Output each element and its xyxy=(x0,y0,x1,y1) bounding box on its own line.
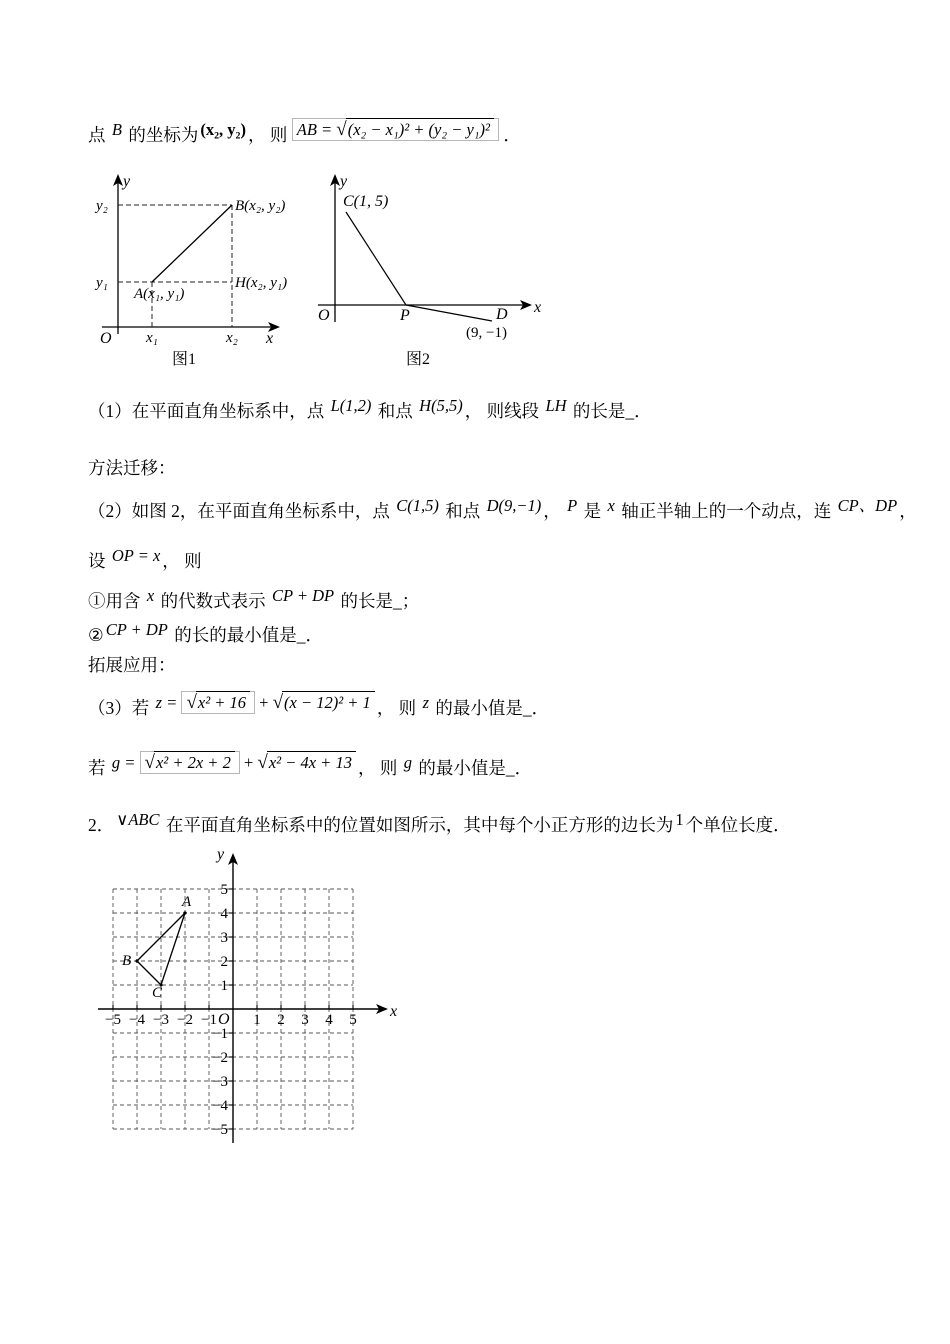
fig1-caption: 图1 xyxy=(172,351,197,368)
svg-text:−2: −2 xyxy=(212,1050,228,1066)
q2c-text-1: ①用含 xyxy=(88,591,145,611)
paragraph-intro xyxy=(88,119,898,147)
problem-2 xyxy=(88,812,898,837)
intro-text-3: ， 则 xyxy=(247,125,292,145)
q2b-text-2: ， 则 xyxy=(162,551,202,571)
formula-distance-ab xyxy=(292,118,499,141)
segment-pd xyxy=(406,305,492,321)
math-x-axis: x xyxy=(607,496,615,515)
sqrt-expression-2 xyxy=(273,693,375,712)
question-1 xyxy=(88,398,898,423)
formula-z xyxy=(154,693,377,712)
formula-ab-lhs: AB = xyxy=(296,120,337,139)
fig2-point-d-coords: (9, −1) xyxy=(466,325,507,341)
fig1-point-a-label: A(x₁, y₁) xyxy=(134,286,185,302)
plus-sign: + xyxy=(255,693,273,712)
math-segment-lh: LH xyxy=(545,396,567,415)
problem-2-text-2: 个单位长度． xyxy=(685,815,791,835)
fig1-point-b-label: B(x₂, y₂) xyxy=(235,198,286,214)
fig2-x-axis-label: x xyxy=(534,299,542,316)
radicand: x² − 4x + 13 xyxy=(267,751,356,772)
q3-text-2: ， 则 xyxy=(376,698,421,718)
q2-text-4: 是 xyxy=(579,501,606,521)
q4-text-3: 的最小值是_． xyxy=(413,758,533,778)
figure-3-grid-diagram xyxy=(90,843,410,1163)
math-b-coords: (x₂, y₂) xyxy=(200,120,246,139)
svg-text:1: 1 xyxy=(253,1012,261,1028)
svg-text:−3: −3 xyxy=(153,1012,169,1028)
svg-text:1: 1 xyxy=(220,978,228,994)
svg-text:3: 3 xyxy=(220,930,228,946)
radical-sign: √ xyxy=(144,752,155,773)
svg-text:−2: −2 xyxy=(177,1012,193,1028)
q2b-text-1: 设 xyxy=(88,551,110,571)
q2-text-1: （2）如图 2，在平面直角坐标系中，点 xyxy=(88,501,395,521)
fig2-point-p-label: P xyxy=(400,307,410,324)
fig3-origin-label: O xyxy=(218,1011,230,1028)
svg-text:−5: −5 xyxy=(105,1012,121,1028)
fig1-x1-label: x₁ xyxy=(146,330,158,346)
fig2-point-d-label: D xyxy=(496,306,508,323)
segment-cp xyxy=(346,212,406,305)
math-point-b: B xyxy=(111,120,122,139)
svg-text:5: 5 xyxy=(220,882,228,898)
q2-text-6: ， xyxy=(899,501,917,521)
svg-text:−4: −4 xyxy=(129,1012,145,1028)
svg-text:−1: −1 xyxy=(212,1026,228,1042)
svg-text:−5: −5 xyxy=(212,1122,228,1138)
q2d-text-2: 的长的最小值是_． xyxy=(169,625,323,645)
fig1-y2-label: y₂ xyxy=(96,198,108,214)
math-point-h: H(5,5) xyxy=(419,396,463,415)
fig3-vertex-c-label: C xyxy=(152,985,163,1001)
math-cp-plus-dp: CP + DP xyxy=(271,586,335,605)
q4-text-1: 若 xyxy=(88,758,110,778)
sqrt-expression-1 xyxy=(181,691,255,714)
q2-text-5: 轴正半轴上的一个动点，连 xyxy=(616,501,836,521)
question-4 xyxy=(88,752,898,780)
section-extension xyxy=(88,652,898,677)
math-cp-plus-dp-2: CP + DP xyxy=(105,620,168,639)
sqrt-expression xyxy=(336,120,494,139)
fig3-x-axis-label: x xyxy=(390,1003,398,1020)
radicand: (x − 12)² + 1 xyxy=(282,691,375,712)
fig1-point-h-label: H(x₂, y₁) xyxy=(235,275,288,291)
fig1-x-axis-label: x xyxy=(266,330,274,347)
intro-text-2: 的坐标为 xyxy=(123,125,199,145)
question-2-part-2 xyxy=(88,622,898,647)
y-tick-labels xyxy=(212,882,228,1138)
svg-text:5: 5 xyxy=(349,1012,357,1028)
q3-text-3: 的最小值是_． xyxy=(430,698,550,718)
q2d-text-1: ② xyxy=(88,625,104,645)
vertex-a-dot xyxy=(183,911,186,914)
formula-g-lhs: g = xyxy=(111,753,140,772)
sqrt-expression-2 xyxy=(257,753,356,772)
q1-text-2: 和点 xyxy=(373,401,418,421)
question-2-part-1 xyxy=(88,588,898,613)
radicand: x² + 16 xyxy=(196,691,250,712)
x-tick-labels xyxy=(105,1012,357,1028)
fig1-y1-label: y₁ xyxy=(96,275,108,291)
q2c-text-2: 的代数式表示 xyxy=(156,591,270,611)
math-z: z xyxy=(422,693,429,712)
fig1-y-axis-label: y xyxy=(123,173,131,190)
sqrt-expression-1 xyxy=(140,751,240,774)
problem-2-text-1: 在平面直角坐标系中的位置如图所示，其中每个小正方形的边长为 xyxy=(161,815,674,835)
question-2 xyxy=(88,496,917,523)
formula-z-lhs: z = xyxy=(155,693,182,712)
math-g: g xyxy=(403,753,412,772)
q1-text-3: ， 则线段 xyxy=(464,401,544,421)
fig2-origin-label: O xyxy=(318,307,330,324)
segment-ab xyxy=(152,205,232,282)
fig3-vertex-a-label: A xyxy=(182,894,192,910)
svg-text:4: 4 xyxy=(220,906,228,922)
fig2-y-axis-label: y xyxy=(340,173,348,190)
svg-text:−1: −1 xyxy=(201,1012,217,1028)
q2-text-3: ， xyxy=(543,501,566,521)
fig2-caption: 图2 xyxy=(406,351,431,368)
q3-text-1: （3）若 xyxy=(88,698,154,718)
math-op-equals-x: OP = x xyxy=(111,546,161,565)
svg-text:2: 2 xyxy=(277,1012,285,1028)
math-cp-dp: CP、DP xyxy=(837,496,898,515)
radical-sign: √ xyxy=(257,752,268,773)
svg-text:4: 4 xyxy=(325,1012,333,1028)
figure-1-coordinate-diagram xyxy=(92,172,292,372)
fig1-x2-label: x₂ xyxy=(226,330,238,346)
radical-sign: √ xyxy=(272,692,284,713)
section-heading-2: 拓展应用： xyxy=(88,655,176,675)
svg-text:−4: −4 xyxy=(212,1098,228,1114)
math-one: 1 xyxy=(675,810,684,829)
q1-text-4: 的长是_． xyxy=(568,401,652,421)
math-point-c: C(1,5) xyxy=(396,496,439,515)
fig1-origin-label: O xyxy=(100,330,112,347)
svg-text:2: 2 xyxy=(220,954,228,970)
problem-2-number: 2． xyxy=(88,815,115,835)
intro-text-4: ． xyxy=(498,125,521,145)
q1-text-1: （1）在平面直角坐标系中，点 xyxy=(88,401,329,421)
svg-text:−3: −3 xyxy=(212,1074,228,1090)
svg-text:3: 3 xyxy=(301,1012,309,1028)
vertex-b-dot xyxy=(135,959,138,962)
question-3 xyxy=(88,692,898,720)
math-point-l: L(1,2) xyxy=(330,396,372,415)
radical-sign: √ xyxy=(186,692,197,713)
section-method-transfer xyxy=(88,455,898,480)
q4-text-2: ， 则 xyxy=(357,758,402,778)
math-point-d: D(9,−1) xyxy=(486,496,542,515)
q2c-text-3: 的长是_； xyxy=(336,591,420,611)
math-point-p: P xyxy=(567,496,578,515)
plus-sign: + xyxy=(239,753,258,772)
question-2-setup xyxy=(88,548,898,573)
radicand: (x₂ − x₁)² + (y₂ − y₁)² xyxy=(346,118,494,139)
fig2-point-c-label: C(1, 5) xyxy=(343,193,389,210)
radical-sign: √ xyxy=(336,119,347,140)
q2-text-2: 和点 xyxy=(440,501,485,521)
math-triangle-abc: ∨ABC xyxy=(116,810,160,829)
intro-text-1: 点 xyxy=(88,125,110,145)
math-x: x xyxy=(146,586,155,605)
fig3-vertex-b-label: B xyxy=(122,953,132,969)
figure-2-coordinate-diagram xyxy=(300,172,550,372)
formula-g xyxy=(110,753,358,772)
radicand: x² + 2x + 2 xyxy=(154,751,235,772)
fig3-y-axis-label: y xyxy=(217,846,225,863)
section-heading: 方法迁移： xyxy=(88,458,176,478)
